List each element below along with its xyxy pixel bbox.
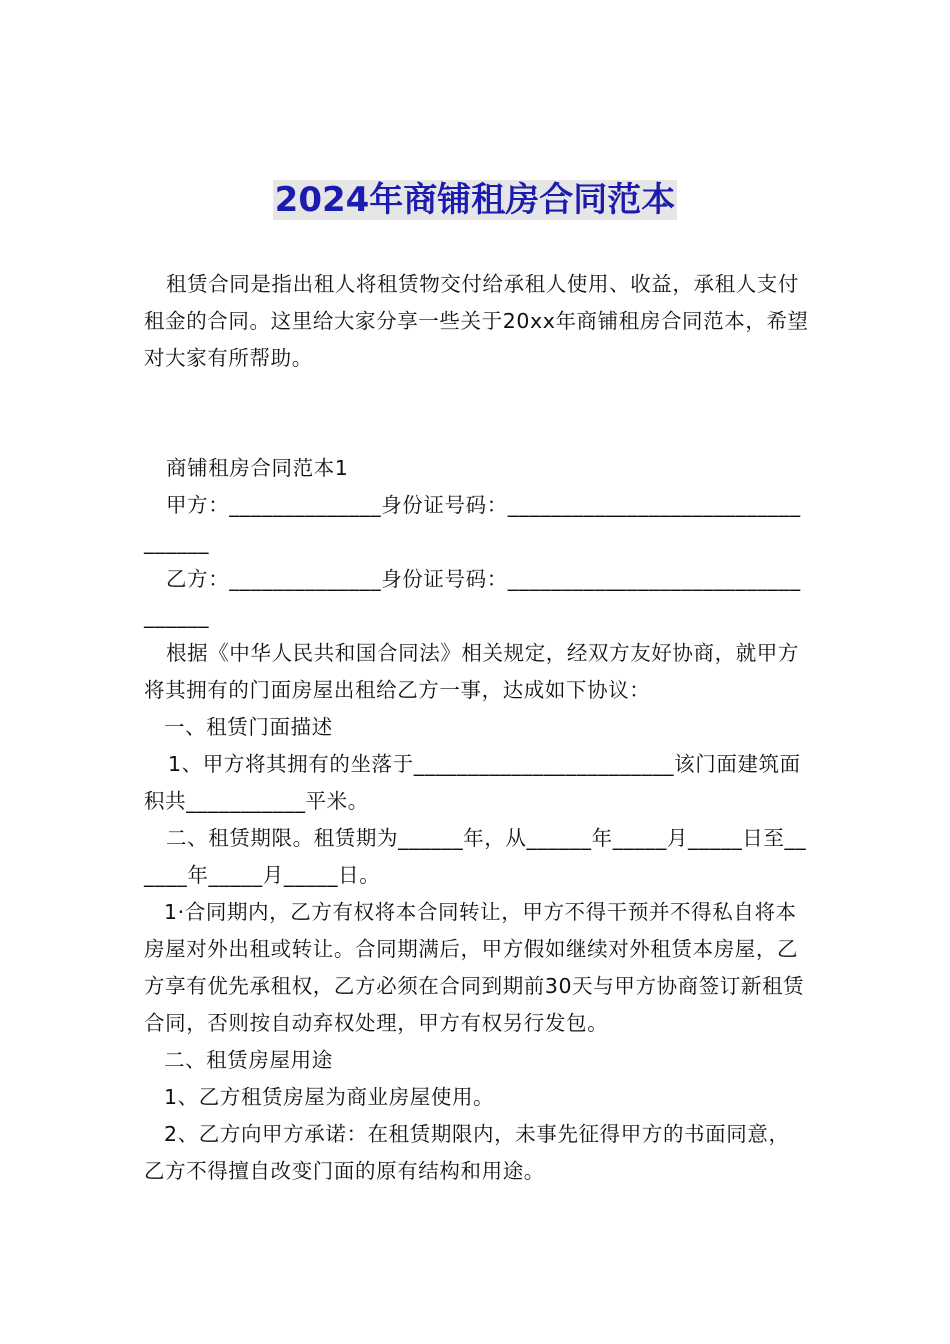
preamble-paragraph: 根据《中华人民共和国合同法》相关规定，经双方友好协商，就甲方将其拥有的门面房屋出租给乙方一事，达成如下协议： xyxy=(144,641,799,702)
clause-3-item-1: 1、乙方租赁房屋为商业房屋使用。 xyxy=(164,1085,495,1109)
intro-paragraph: 租赁合同是指出租人将租赁物交付给承租人使用、收益，承租人支付租金的合同。这里给大家分享一些关于20xx年商铺租房合同范本，希望对大家有所帮助。 xyxy=(144,272,809,370)
clause-2-paragraph: 1·合同期内，乙方有权将本合同转让，甲方不得干预并不得私自将本房屋对外出租或转让。合同期满后，甲方假如继续对外租赁本房屋，乙方享有优先承租权，乙方必须在合同到期前30天与甲方协商签订新租赁合同，否则按自动弃权处理，甲方有权另行发包。 xyxy=(144,900,805,1035)
document-title-text: 2024年商铺租房合同范本 xyxy=(274,180,676,220)
party-a-line: 甲方：______________身份证号码：_________________________________ xyxy=(144,493,801,554)
clause-heading-1: 一、租赁门面描述 xyxy=(164,715,333,739)
section-title: 商铺租房合同范本1 xyxy=(166,456,349,480)
clause-heading-2: 二、租赁期限。租赁期为______年，从______年_____月_____日至______年_____月_____日。 xyxy=(144,826,807,887)
party-b-line: 乙方：______________身份证号码：_________________________________ xyxy=(144,567,801,628)
document-title xyxy=(0,174,950,226)
intro-paragraph-block xyxy=(144,266,809,377)
clause-1-paragraph: 1、甲方将其拥有的坐落于________________________该门面建筑面积共___________平米。 xyxy=(144,752,801,813)
contract-body xyxy=(144,450,809,1190)
clause-heading-3: 二、租赁房屋用途 xyxy=(164,1048,333,1072)
clause-3-item-2: 2、乙方向甲方承诺：在租赁期限内，未事先征得甲方的书面同意，乙方不得擅自改变门面的原有结构和用途。 xyxy=(144,1122,790,1183)
